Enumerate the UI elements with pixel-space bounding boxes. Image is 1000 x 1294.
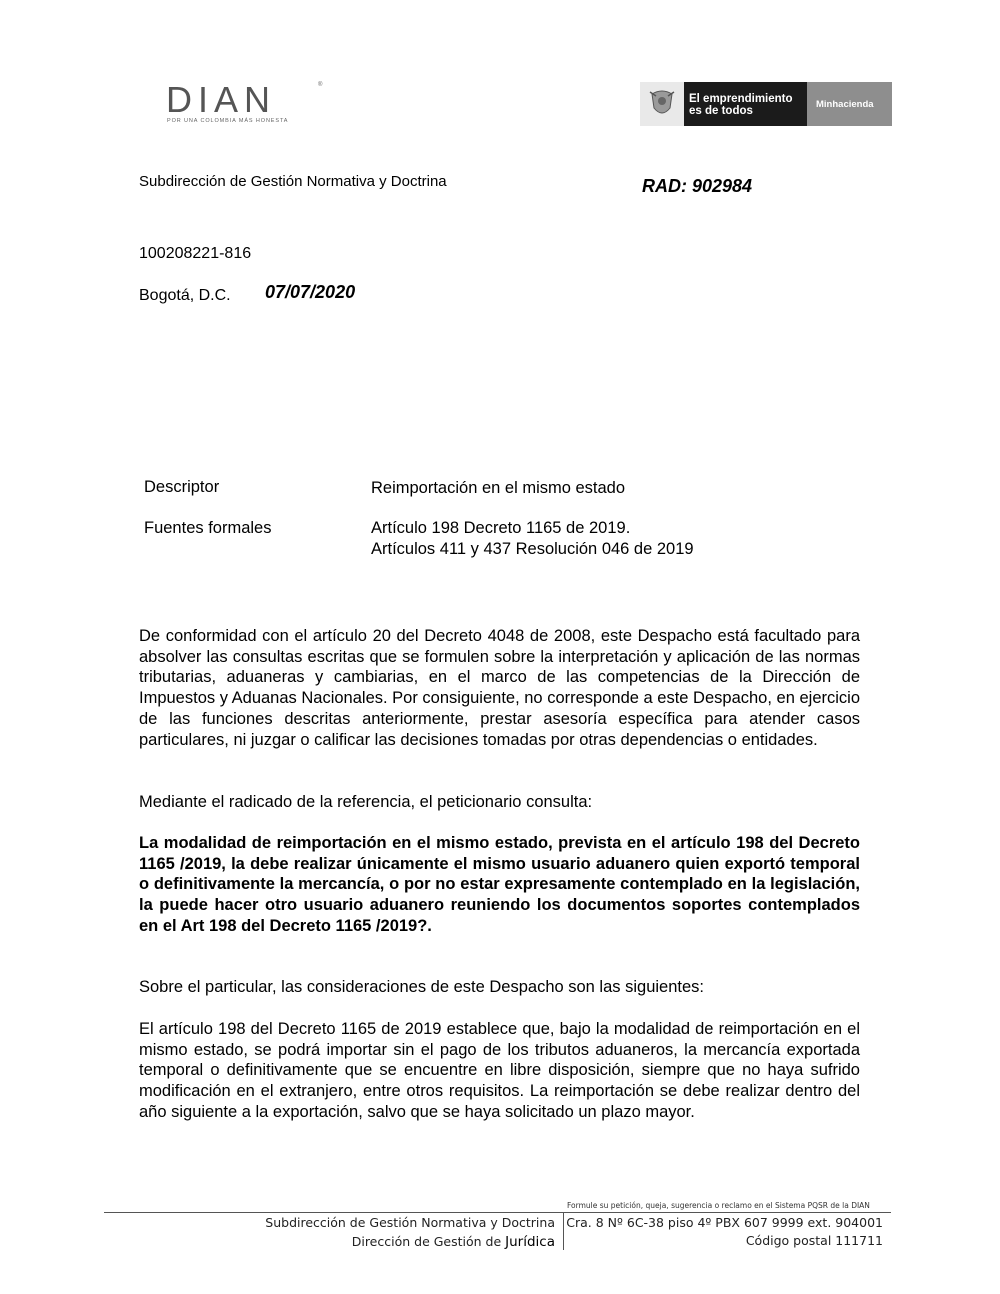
government-slogan: [684, 82, 807, 126]
footer-divider: [104, 1212, 891, 1213]
descriptor-label: Descriptor: [144, 478, 220, 496]
sources-value: [371, 518, 694, 559]
dian-logo-tagline: POR UNA COLOMBIA MÁS HONESTA: [167, 118, 289, 124]
coat-of-arms-icon: [640, 82, 684, 126]
dian-logo: [166, 79, 326, 128]
footer-vertical-divider: [563, 1212, 564, 1250]
footer-direction: [352, 1234, 555, 1250]
paragraph-competence: De conformidad con el artículo 20 del Decreto 4048 de 2008, este Despacho está facultado para absolver las consultas escritas que se formulen sobre la interpretación y aplicación de las normas tributarias, aduaneras y cambiarias, en el marco de las competencias de la Dirección de Impuestos y Aduanas Nacionales. Por consiguiente, no corresponde a este Despacho, en ejercicio de las funciones descritas anteriormente, prestar asesoría específica para atender casos particulares, ni juzgar o calificar las decisiones tomadas por otras dependencias o entidades.: [139, 627, 860, 749]
paragraph-consultation-question: La modalidad de reimportación en el mismo estado, prevista en el artículo 198 del Decreto 1165 /2019, la debe realizar únicamente el mismo usuario aduanero quien exportó temporal o definitivamente la mercancía, o por no estar expresamente contemplado en la legislación, la puede hacer otro usuario aduanero reuniendo los documentos soportes contemplados en el Art 198 del Decreto 1165 /2019?.: [139, 834, 860, 935]
paragraph-article-198: El artículo 198 del Decreto 1165 de 2019 establece que, bajo la modalidad de reimportación en el mismo estado, se podrá importar sin el pago de los tributos aduaneros, la mercancía exportada temporal o definitivamente que se encuentre en libre disposición, siempre que no haya sufrido modificación en el extranjero, entre otros requisitos. La reimportación se debe realizar dentro del año siguiente a la exportación, salvo que se haya solicitado un plazo mayor.: [139, 1020, 860, 1121]
paragraph-consultation-intro: Mediante el radicado de la referencia, el peticionario consulta:: [139, 793, 593, 811]
sources-label: Fuentes formales: [144, 519, 272, 537]
footer-address: Cra. 8 Nº 6C-38 piso 4º PBX 607 9999 ext. 904001: [566, 1215, 883, 1230]
dian-logo-text: DIAN: [166, 79, 277, 120]
reference-number: 100208221-816: [139, 245, 252, 262]
rad-number: RAD: 902984: [642, 176, 753, 196]
footer-direction-emphasis: Jurídica: [505, 1234, 555, 1250]
paragraph-considerations-intro: Sobre el particular, las consideraciones de este Despacho son las siguientes:: [139, 978, 704, 996]
footer-direction-prefix: Dirección de Gestión de: [351, 1234, 506, 1249]
slogan-line-1: El emprendimiento: [689, 93, 793, 105]
footer-pqsr-note: Formule su petición, queja, sugerencia o reclamo en el Sistema PQSR de la DIAN: [567, 1201, 870, 1210]
descriptor-value: Reimportación en el mismo estado: [371, 479, 626, 497]
sources-line-2: Artículos 411 y 437 Resolución 046 de 2019: [371, 539, 694, 558]
government-banner: [640, 82, 892, 126]
document-date: 07/07/2020: [265, 282, 356, 302]
footer-subdirection: Subdirección de Gestión Normativa y Doctrina: [265, 1215, 555, 1230]
city: Bogotá, D.C.: [139, 287, 231, 304]
ministry-label: Minhacienda: [807, 82, 892, 126]
subdirection-heading: Subdirección de Gestión Normativa y Doctrina: [139, 173, 447, 190]
sources-line-1: Artículo 198 Decreto 1165 de 2019.: [371, 519, 631, 537]
slogan-line-2: es de todos: [689, 105, 753, 117]
footer-postal-code: Código postal 111711: [745, 1233, 883, 1248]
registered-mark: ®: [318, 82, 323, 88]
